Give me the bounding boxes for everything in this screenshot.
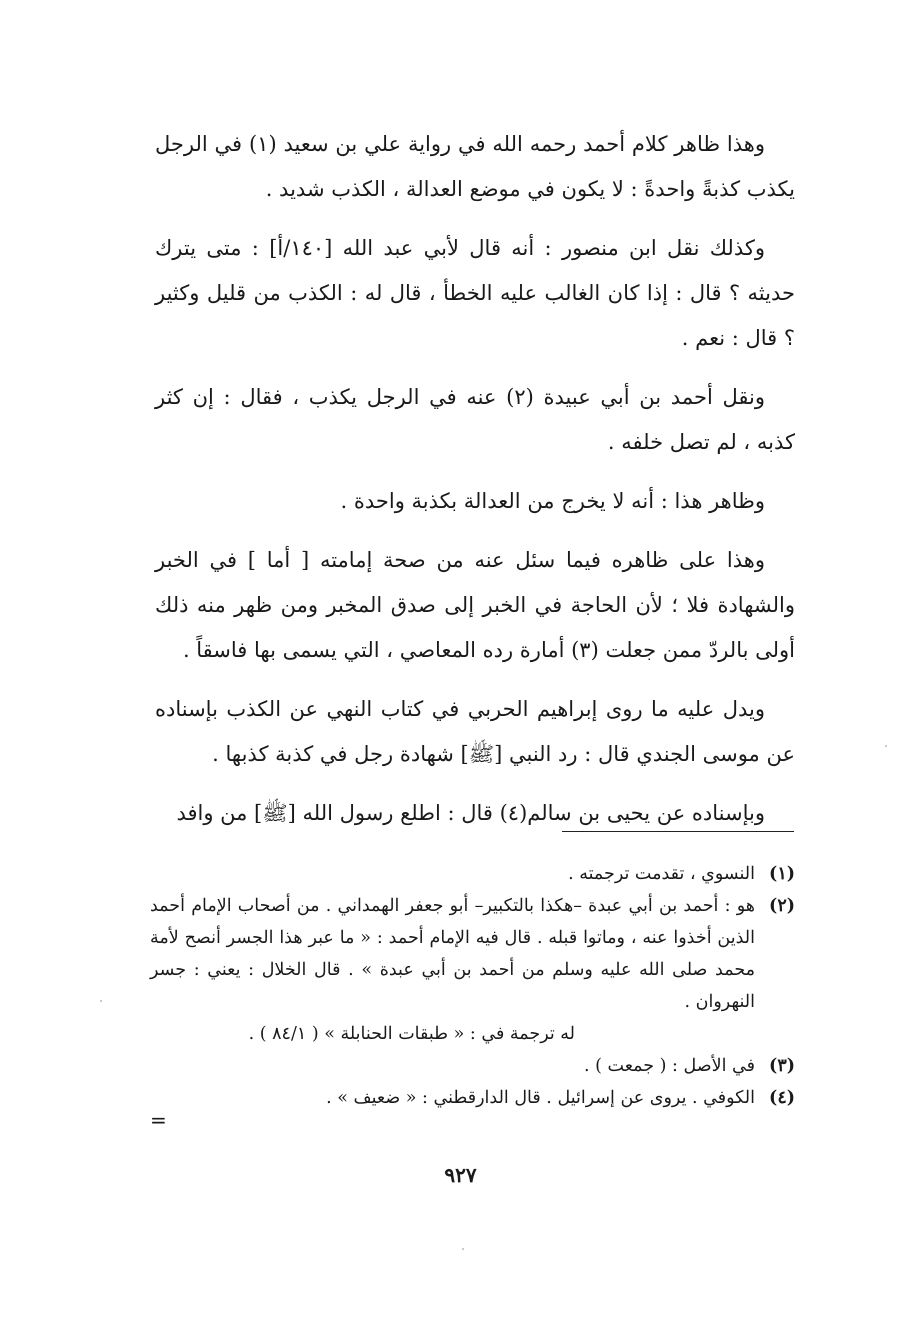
- paragraph: وهذا ظاهر كلام أحمد رحمه الله في رواية علي بن سعيد (١) في الرجل يكذب كذبةً واحدةً : لا يكون في موضع العدالة ، الكذب شديد .: [155, 132, 795, 201]
- footnote-line: الكوفي . يروى عن إسرائيل . قال الدارقطني : « ضعيف » .: [326, 1088, 755, 1108]
- footnote-line: في الأصل : ( جمعت ) .: [584, 1056, 755, 1076]
- footnote-number: (٣): [769, 1056, 795, 1076]
- footnote: [150, 1050, 795, 1082]
- footnote-separator: [562, 831, 794, 832]
- footnote-line: هو : أحمد بن أبي عبدة –هكذا بالتكبير– أبو جعفر الهمداني . من أصحاب الإمام أحمد الذين أخذوا عنه ، وماتوا قبله . قال فيه الإمام أحمد : « ما عبر هذا الجسر أنصح لأمة محمد صلى الله عليه وسلم من أحمد بن أبي عبدة » . قال الخلال : يعني : جسر النهروان .: [150, 896, 755, 1012]
- footnote: [150, 858, 795, 890]
- footnote: [150, 890, 795, 1050]
- footnote-line: له ترجمة في : « طبقات الحنابلة » ( ٨٤/١ ) .: [248, 1024, 575, 1044]
- footnote-text: [150, 890, 755, 1050]
- page-number: ٩٢٧: [444, 1163, 477, 1187]
- footnote-line: النسوي ، تقدمت ترجمته .: [568, 864, 755, 884]
- continuation-mark: =: [150, 1108, 167, 1132]
- paragraph: وهذا على ظاهره فيما سئل عنه من صحة إمامته [ أما ] في الخبر والشهادة فلا ؛ لأن الحاجة في الخبر إلى صدق المخبر ومن ظهر منه ذلك أولى بالردّ ممن جعلت (٣) أمارة رده المعاصي ، التي يسمى بها فاسقاً .: [155, 548, 795, 662]
- scan-speck: [462, 1248, 464, 1250]
- footnotes: [150, 858, 795, 1114]
- footnote-number: (٤): [769, 1088, 795, 1108]
- main-text: [155, 122, 795, 850]
- footnote: [150, 1082, 795, 1114]
- footnote-text: [150, 858, 755, 890]
- scan-speck: [100, 1000, 102, 1002]
- paragraph: ويدل عليه ما روى إبراهيم الحربي في كتاب النهي عن الكذب بإسناده عن موسى الجندي قال : رد النبي [ﷺ] شهادة رجل في كذبة كذبها .: [155, 697, 795, 766]
- paragraph: وكذلك نقل ابن منصور : أنه قال لأبي عبد الله [١٤٠/أ] : متى يترك حديثه ؟ قال : إذا كان الغالب عليه الخطأ ، قال له : الكذب من قليل وكثير ؟ قال : نعم .: [155, 236, 795, 350]
- scan-speck: [885, 745, 887, 747]
- footnote-text: [150, 1050, 755, 1082]
- paragraph: ونقل أحمد بن أبي عبيدة (٢) عنه في الرجل يكذب ، فقال : إن كثر كذبه ، لم تصل خلفه .: [155, 385, 795, 454]
- paragraph: وبإسناده عن يحيى بن سالم(٤) قال : اطلع رسول الله [ﷺ] من وافد: [176, 801, 765, 825]
- footnote-number: (١): [769, 864, 795, 884]
- footnote-text: [150, 1082, 755, 1114]
- paragraph: وظاهر هذا : أنه لا يخرج من العدالة بكذبة واحدة .: [340, 489, 765, 513]
- footnote-number: (٢): [769, 896, 795, 916]
